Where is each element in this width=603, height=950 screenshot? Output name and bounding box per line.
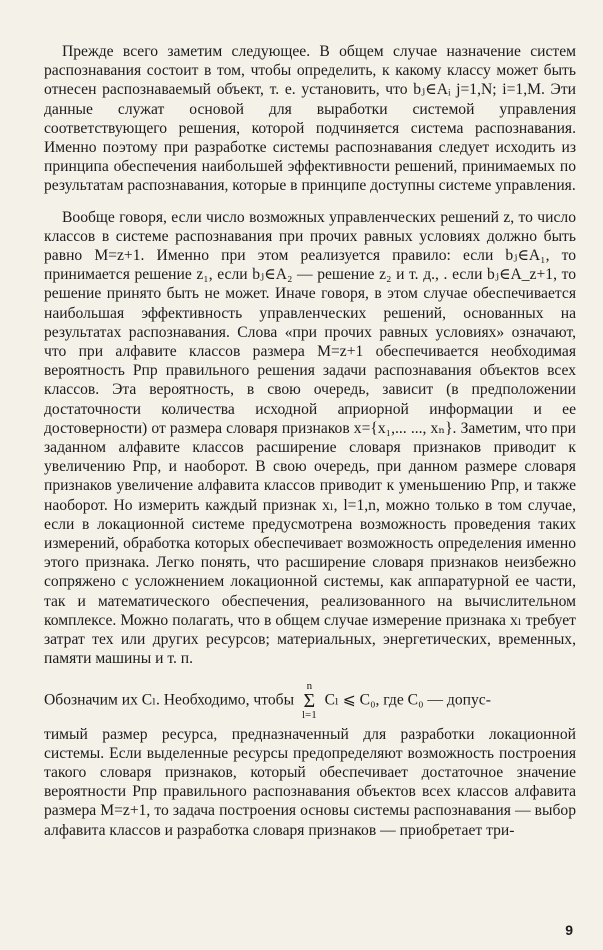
- formula-before-text: Обозначим их Cₗ. Необходимо, чтобы: [44, 691, 295, 709]
- sigma-glyph: Σ: [303, 689, 316, 712]
- body-text: [44, 42, 576, 840]
- paragraph-1: Прежде всего заметим следующее. В общем случае назначение систем распознавания состоит в том, чтобы определить, к какому классу может быть отнесен распознаваемый объект, т. е. установить, что bⱼ∈Aᵢ j=1,N; i=1,M. Эти данные служат основой для выработки системой управления соответствующего решения, которой подчиняется система распознавания. Именно поэтому при разработке системы распознавания следует исходить из принципа обеспечения наибольшей эффективности решений, принимаемых по результатам распознавания, которые в принципе доступны системе управления.: [44, 43, 576, 195]
- formula-after-text: Cₗ ⩽ C₀, где C₀ — допус-: [324, 691, 491, 709]
- sum-lower-limit: l=1: [301, 708, 317, 721]
- sum-upper-limit: n: [306, 679, 313, 692]
- paragraph-3: [44, 681, 576, 840]
- summation-symbol: [302, 681, 317, 721]
- formula-line: [44, 681, 576, 721]
- paragraph-2: Вообще говоря, если число возможных управленческих решений z, то число классов в системе распознавания при прочих равных условиях должно быть равно M=z+1. Именно при этом реализуется правило: если bⱼ∈A₁, то принимается решение z₁, если bⱼ∈A₂ — решение z₂ и т. д., . если bⱼ∈A_z+1, то решение принято быть не может. Иначе говоря, в этом случае обеспечивается наибольшая эффективность управленческих решений, основанных на результатах распознавания. Слова «при прочих равных условиях» означают, что при алфавите классов размера M=z+1 обеспечивается необходимая вероятность Pпр правильного решения задачи распознавания объектов всех классов. Эта вероятность, в свою очередь, зависит (в предположении достаточности количества исходной априорной информации и ее достоверности) от размера словаря признаков x={x₁,... ..., xₙ}. Заметим, что при заданном алфавите классов расширение словаря признаков приводит к увеличению Pпр, и наоборот. В свою очередь, при данном размере словаря признаков увеличение алфавита классов приводит к уменьшению Pпр, и также наоборот. Но измерить каждый признак xₗ, l=1,n, можно только в том случае, если в локационной системе предусмотрена возможность проведения таких измерений, обработка которых обеспечивает возможность определения именно этого признака. Легко понять, что расширение словаря признаков неизбежно сопряжено с усложнением локационной системы, как аппаратурной ее части, так и математического обеспечения, реализованного на вычислительном комплексе. Можно полагать, что в общем случае измерение признака xₗ требует затрат тех или других ресурсов; материальных, энергетических, временных, памяти машины и т. п.: [44, 208, 576, 668]
- page-number: 9: [565, 922, 573, 938]
- final-paragraph: тимый размер ресурса, предназначенный для разработки локационной системы. Если выделенные ресурсы предопределяют возможность построения такого словаря признаков, который обеспечивает достаточное значение вероятности Pпр правильного распознавания объектов всех классов алфавита размера M=z+1, то задача построения основы системы распознавания — выбор алфавита классов и разработка словаря признаков — приобретает три-: [44, 725, 576, 839]
